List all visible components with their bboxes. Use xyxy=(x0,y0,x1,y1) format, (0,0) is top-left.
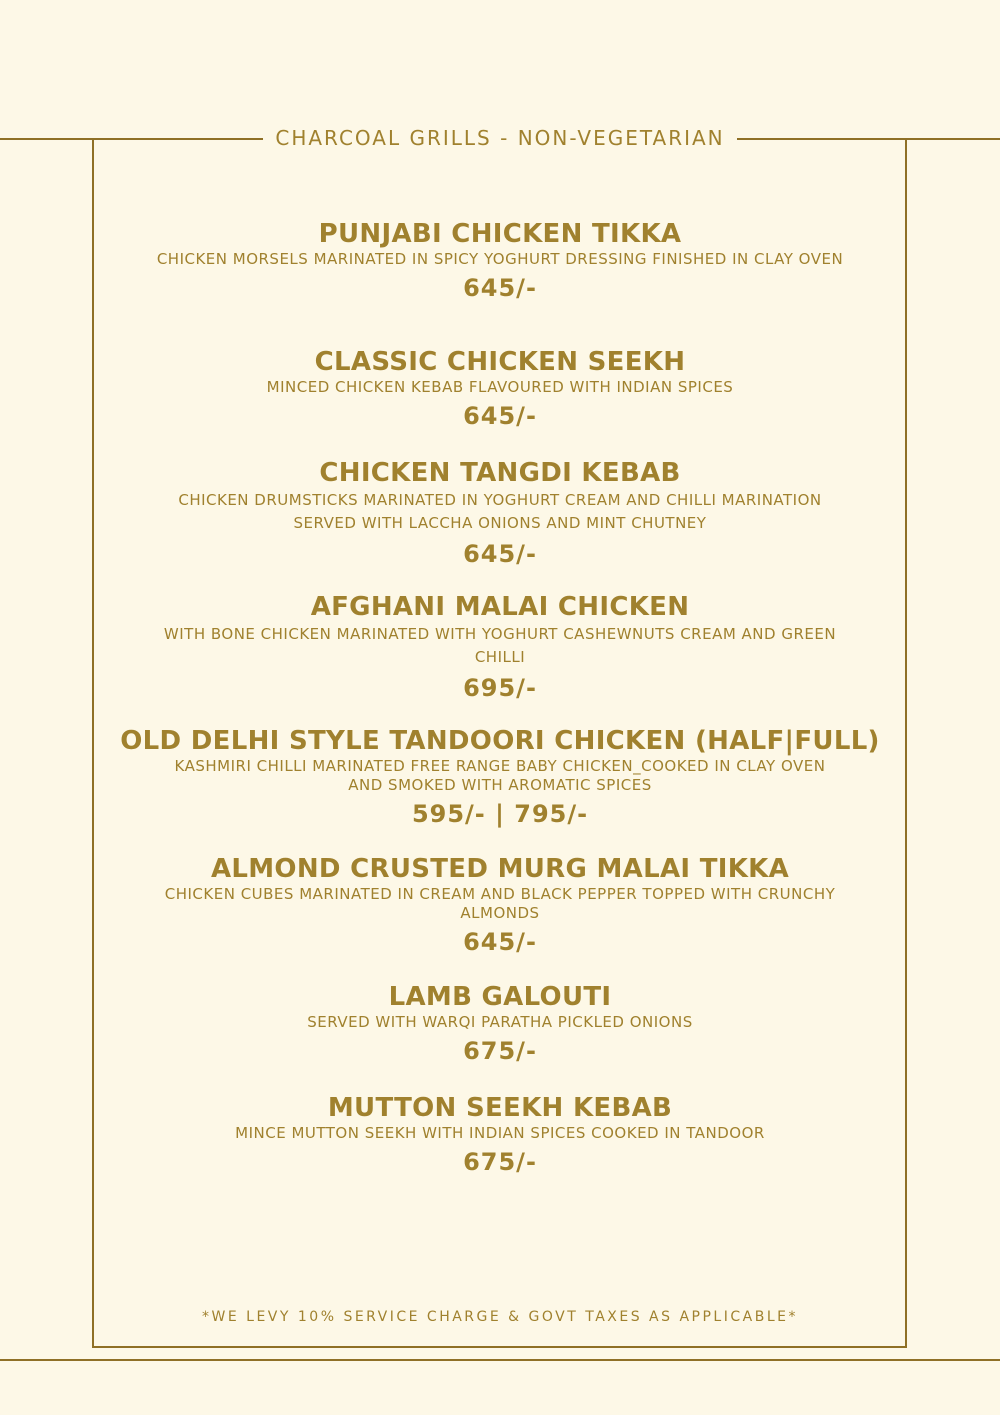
menu-item xyxy=(0,346,1000,457)
item-name: AFGHANI MALAI CHICKEN xyxy=(310,592,690,622)
item-price: 645/- xyxy=(463,402,537,430)
menu-item xyxy=(0,853,1000,981)
section-title-text: CHARCOAL GRILLS - NON-VEGETARIAN xyxy=(263,126,736,150)
item-name: OLD DELHI STYLE TANDOORI CHICKEN (HALF|FULL) xyxy=(120,726,880,756)
item-name: LAMB GALOUTI xyxy=(388,982,612,1012)
item-description: CHICKEN CUBES MARINATED IN CREAM AND BLACK PEPPER TOPPED WITH CRUNCHY ALMONDS xyxy=(164,885,836,922)
menu-items xyxy=(0,218,1000,1203)
item-description: SERVED WITH WARQI PARATHA PICKLED ONIONS xyxy=(307,1013,693,1031)
item-name: ALMOND CRUSTED MURG MALAI TIKKA xyxy=(210,854,790,884)
item-price: 675/- xyxy=(463,1037,537,1065)
item-price: 675/- xyxy=(463,1148,537,1176)
item-price: 645/- xyxy=(463,540,537,568)
item-price: 595/- | 795/- xyxy=(411,800,589,828)
menu-item xyxy=(0,457,1000,591)
bottom-rule-inner xyxy=(93,1346,907,1348)
section-title xyxy=(0,126,1000,150)
item-price: 645/- xyxy=(463,928,537,956)
item-description: MINCED CHICKEN KEBAB FLAVOURED WITH INDIAN SPICES xyxy=(266,378,734,396)
item-price: 695/- xyxy=(463,674,537,702)
item-description: CHICKEN MORSELS MARINATED IN SPICY YOGHURT DRESSING FINISHED IN CLAY OVEN xyxy=(156,250,844,268)
menu-item xyxy=(0,725,1000,853)
item-name: MUTTON SEEKH KEBAB xyxy=(327,1093,673,1123)
item-description: WITH BONE CHICKEN MARINATED WITH YOGHURT CASHEWNUTS CREAM AND GREEN CHILLI xyxy=(163,625,837,666)
menu-item xyxy=(0,1092,1000,1203)
bottom-rule-outer xyxy=(0,1359,1000,1361)
item-description: CHICKEN DRUMSTICKS MARINATED IN YOGHURT CREAM AND CHILLI MARINATION SERVED WITH LACCHA ONIONS AND MINT CHUTNEY xyxy=(178,491,822,532)
service-charge-note: *WE LEVY 10% SERVICE CHARGE & GOVT TAXES AS APPLICABLE* xyxy=(202,1309,798,1325)
item-name: CHICKEN TANGDI KEBAB xyxy=(319,458,681,488)
item-price: 645/- xyxy=(463,274,537,302)
menu-item xyxy=(0,591,1000,725)
menu-item xyxy=(0,981,1000,1092)
item-name: PUNJABI CHICKEN TIKKA xyxy=(318,219,682,249)
item-name: CLASSIC CHICKEN SEEKH xyxy=(314,347,686,377)
menu-item xyxy=(0,218,1000,346)
item-description: KASHMIRI CHILLI MARINATED FREE RANGE BABY CHICKEN_COOKED IN CLAY OVEN AND SMOKED WITH AROMATIC SPICES xyxy=(174,757,826,794)
item-description: MINCE MUTTON SEEKH WITH INDIAN SPICES COOKED IN TANDOOR xyxy=(235,1124,765,1142)
